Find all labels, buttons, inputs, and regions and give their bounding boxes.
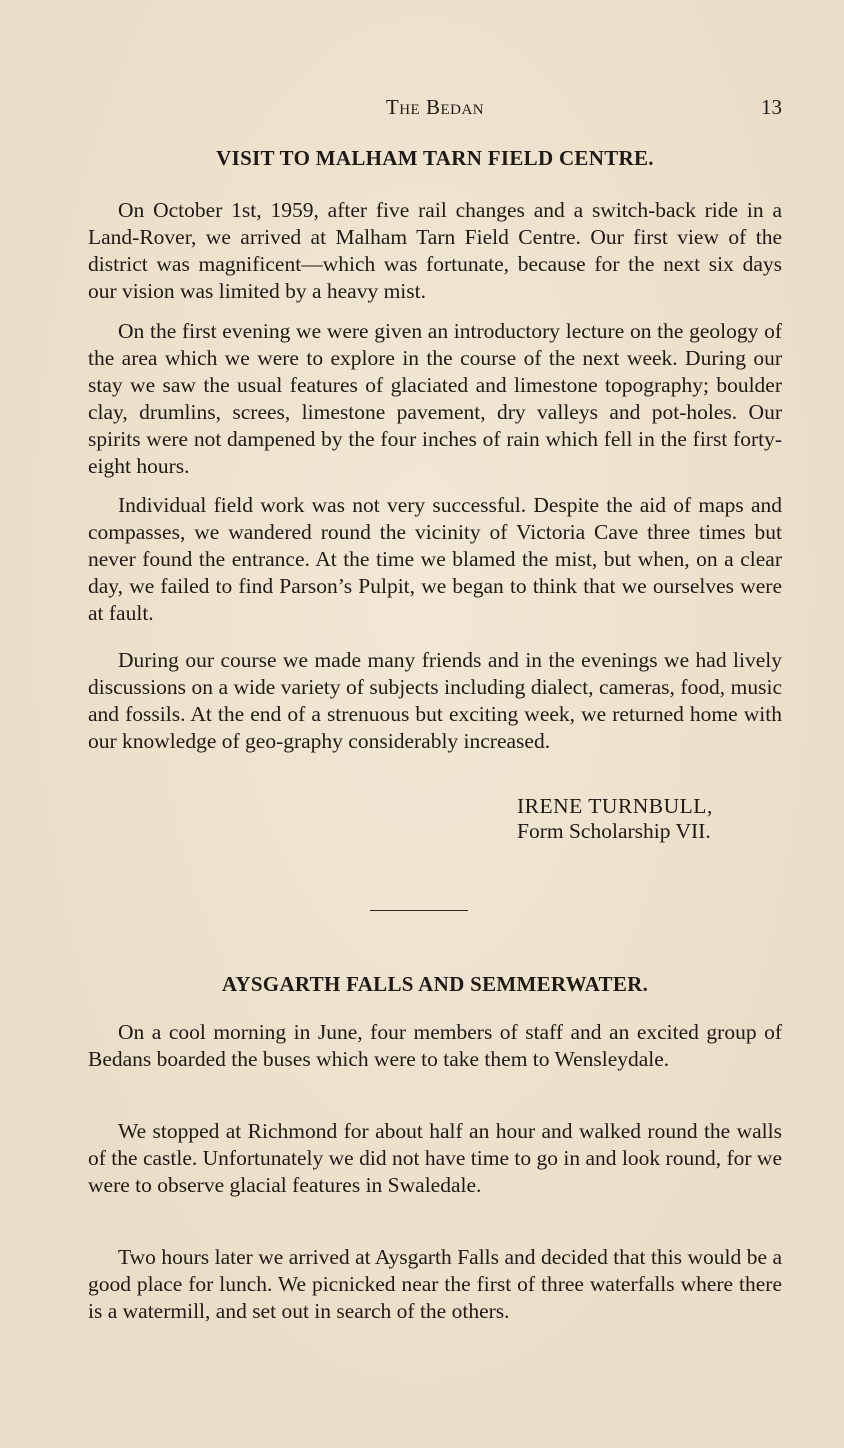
signature [517, 794, 713, 844]
signature-form: Form Scholarship VII. [517, 819, 711, 843]
paragraph: Two hours later we arrived at Aysgarth Falls and decided that this would be a good place for lunch. We picnicked near the first of three waterfalls where there is a watermill, and set out in search of the others. [88, 1245, 782, 1323]
paragraph: We stopped at Richmond for about half an hour and walked round the walls of the castle. Unfortunately we did not have time to go in and look round, for we were to observe glacial features in Swaledale. [88, 1119, 782, 1197]
signature-name: IRENE TURNBULL, [517, 794, 713, 818]
paragraph: Individual field work was not very successful. Despite the aid of maps and compasses, we wandered round the vicinity of Victoria Cave three times but never found the entrance. At the time we blamed the mist, but when, on a clear day, we failed to find Parson’s Pulpit, we began to think that we ourselves were at fault. [88, 493, 782, 625]
paragraph: During our course we made many friends and in the evenings we had lively discussions on a wide variety of subjects including dialect, cameras, food, music and fossils. At the end of a strenuous but exciting week, we returned home with our knowledge of geo-graphy considerably increased. [88, 648, 782, 753]
section-divider [370, 910, 468, 911]
running-title: The Bedan [385, 95, 485, 119]
paragraph: On a cool morning in June, four members of staff and an excited group of Bedans boarded the buses which were to take them to Wensleydale. [88, 1020, 782, 1071]
page-number: 13 [761, 95, 782, 119]
article-title-malham: VISIT TO MALHAM TARN FIELD CENTRE. [216, 146, 654, 170]
article-title-aysgarth: AYSGARTH FALLS AND SEMMERWATER. [221, 972, 649, 996]
paragraph: On October 1st, 1959, after five rail changes and a switch-back ride in a Land-Rover, we arrived at Malham Tarn Field Centre. Our first view of the district was magnificent—which was fortunate, because for the next six days our vision was limited by a heavy mist. [88, 198, 782, 303]
running-head [88, 95, 782, 123]
paragraph: On the first evening we were given an introductory lecture on the geology of the area which we were to explore in the course of the next week. During our stay we saw the usual features of glaciated and limestone topography; boulder clay, drumlins, screes, limestone pavement, dry valleys and pot-holes. Our spirits were not dampened by the four inches of rain which fell in the first forty-eight hours. [88, 319, 782, 478]
